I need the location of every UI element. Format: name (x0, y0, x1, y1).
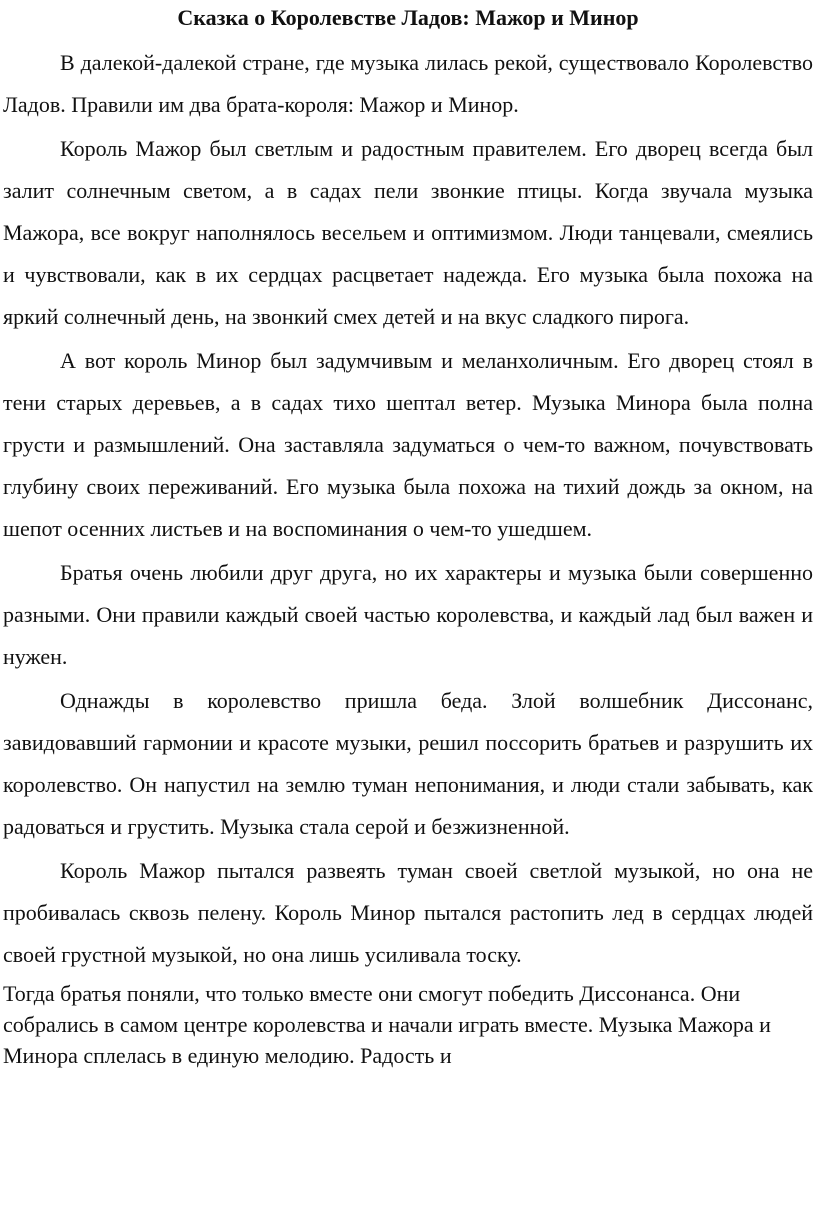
paragraph-2: Король Мажор был светлым и радостным правителем. Его дворец всегда был залит солнечным светом, а в садах пели звонкие птицы. Когда звучала музыка Мажора, все вокруг наполнялось весельем и оптимизмом. Люди танцевали, смеялись и чувствовали, как в их сердцах расцветает надежда. Его музыка была похожа на яркий солнечный день, на звонкий смех детей и на вкус сладкого пирога. (3, 136, 813, 329)
paragraph-6: Король Мажор пытался развеять туман своей светлой музыкой, но она не пробивалась сквозь пелену. Король Минор пытался растопить лед в сердцах людей своей грустной музыкой, но она лишь усиливала тоску. (3, 858, 813, 967)
paragraph-5: Однажды в королевство пришла беда. Злой волшебник Диссонанс, завидовавший гармонии и красоте музыки, решил поссорить братьев и разрушить их королевство. Он напустил на землю туман непонимания, и люди стали забывать, как радоваться и грустить. Музыка стала серой и безжизненной. (3, 688, 813, 839)
paragraph-1: В далекой-далекой стране, где музыка лилась рекой, существовало Королевство Ладов. Правили им два брата-короля: Мажор и Минор. (3, 50, 813, 117)
paragraph-3: А вот король Минор был задумчивым и меланхоличным. Его дворец стоял в тени старых деревьев, а в садах тихо шептал ветер. Музыка Минора была полна грусти и размышлений. Она заставляла задуматься о чем-то важном, почувствовать глубину своих переживаний. Его музыка была похожа на тихий дождь за окном, на шепот осенних листьев и на воспоминания о чем-то ушедшем. (3, 348, 813, 541)
paragraph-4: Братья очень любили друг друга, но их характеры и музыка были совершенно разными. Они правили каждый своей частью королевства, и каждый лад был важен и нужен. (3, 560, 813, 669)
document-title: Сказка о Королевстве Ладов: Мажор и Минор (177, 5, 639, 30)
document-body (3, 42, 813, 976)
paragraph-tail: Тогда братья поняли, что только вместе они смогут победить Диссонанса. Они собрались в самом центре королевства и начали играть вместе. Музыка Мажора и Минора сплелась в единую мелодию. Радость и (3, 981, 771, 1068)
